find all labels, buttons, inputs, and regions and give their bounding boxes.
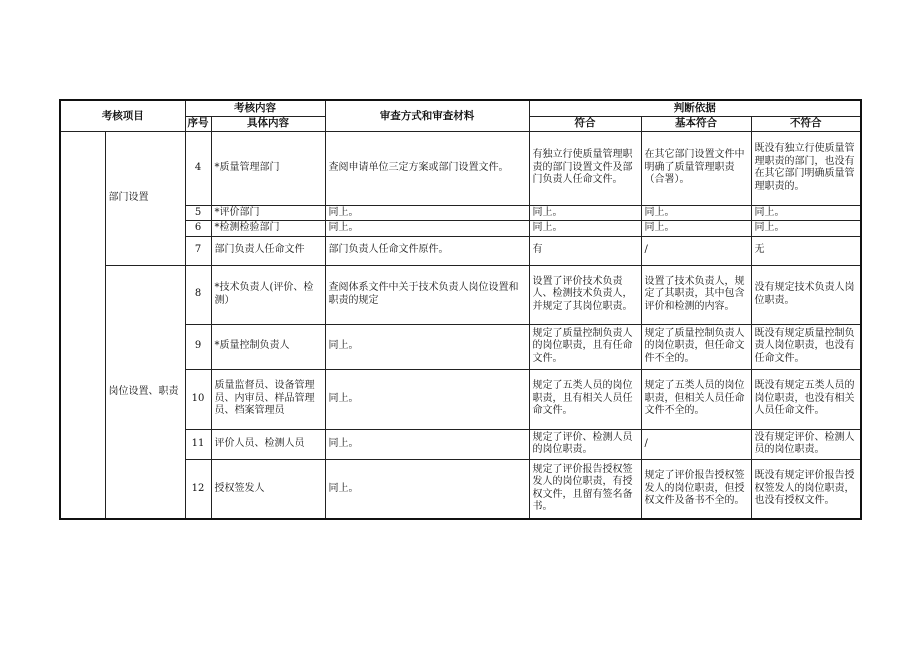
row-method: 同上。 [325,324,529,369]
row-content: *质量控制负责人 [211,324,325,369]
row-conform: 同上。 [529,205,641,221]
row-nonconform: 无 [751,236,861,265]
row-basic: 规定了评价报告授权签发人的岗位职责，但授权文件及备书不全的。 [641,459,751,519]
row-conform: 设置了评价技术负责人、检测技术负责人，并规定了其岗位职责。 [529,265,641,324]
row-nonconform: 没有规定评价、检测人员的岗位职责。 [751,429,861,459]
table-row [60,265,861,324]
row-basic: 设置了技术负责人，规定了其职责，其中包含评价和检测的内容。 [641,265,751,324]
header-basis: 判断依据 [529,100,861,116]
header-nonconform: 不符合 [751,116,861,131]
row-basic: / [641,429,751,459]
row-conform: 规定了五类人员的岗位职责，且有相关人员任命文件。 [529,369,641,429]
row-conform: 规定了质量控制负责人的岗位职责，且有任命文件。 [529,324,641,369]
row-method: 同上。 [325,369,529,429]
row-no: 7 [185,236,211,265]
row-no: 5 [185,205,211,221]
header-content: 考核内容 [185,100,325,116]
row-method: 同上。 [325,429,529,459]
row-method: 查阅申请单位三定方案或部门设置文件。 [325,131,529,205]
row-no: 12 [185,459,211,519]
row-nonconform: 既没有独立行使质量管理职责的部门，也没有在其它部门明确质量管理职责的。 [751,131,861,205]
row-no: 6 [185,221,211,237]
row-basic: 同上。 [641,221,751,237]
row-conform: 有 [529,236,641,265]
row-nonconform: 既没有规定质量控制负责人岗位职责，也没有任命文件。 [751,324,861,369]
row-nonconform: 既没有规定评价报告授权签发人的岗位职责，也没有授权文件。 [751,459,861,519]
row-content: *检测检验部门 [211,221,325,237]
row-no: 4 [185,131,211,205]
row-content: 授权签发人 [211,459,325,519]
row-content: *技术负责人(评价、检测） [211,265,325,324]
row-method: 同上。 [325,221,529,237]
row-conform: 规定了评价、检测人员的岗位职责。 [529,429,641,459]
row-nonconform: 没有规定技术负责人岗位职责。 [751,265,861,324]
row-basic: 规定了五类人员的岗位职责，但相关人员任命文件不全的。 [641,369,751,429]
header-method: 审查方式和审查材料 [325,100,529,131]
row-no: 10 [185,369,211,429]
row-no: 9 [185,324,211,369]
row-no: 8 [185,265,211,324]
row-conform: 规定了评价报告授权签发人的岗位职责，有授权文件，且留有签名备书。 [529,459,641,519]
header-seq: 序号 [185,116,211,131]
item-category-cell [60,131,105,519]
row-conform: 同上。 [529,221,641,237]
row-nonconform: 同上。 [751,205,861,221]
header-detail: 具体内容 [211,116,325,131]
header-item: 考核项目 [60,100,185,131]
row-content: 评价人员、检测人员 [211,429,325,459]
row-content: 质量监督员、设备管理员、内审员、样品管理员、档案管理员 [211,369,325,429]
row-basic: 同上。 [641,205,751,221]
row-nonconform: 既没有规定五类人员的岗位职责，也没有相关人员任命文件。 [751,369,861,429]
row-basic: / [641,236,751,265]
header-conform: 符合 [529,116,641,131]
row-method: 同上。 [325,205,529,221]
row-nonconform: 同上。 [751,221,861,237]
row-method: 查阅体系文件中关于技术负责人岗位设置和职责的规定 [325,265,529,324]
table-row [60,131,861,205]
row-conform: 有独立行使质量管理职责的部门设置文件及部门负责人任命文件。 [529,131,641,205]
row-basic: 规定了质量控制负责人的岗位职责，但任命文件不全的。 [641,324,751,369]
row-content: 部门负责人任命文件 [211,236,325,265]
row-content: *评价部门 [211,205,325,221]
group-dept: 部门设置 [105,131,185,265]
row-content: *质量管理部门 [211,131,325,205]
row-method: 同上。 [325,459,529,519]
row-no: 11 [185,429,211,459]
row-basic: 在其它部门设置文件中明确了质量管理职责（合署）。 [641,131,751,205]
assessment-table [59,99,862,520]
header-basic: 基本符合 [641,116,751,131]
row-method: 部门负责人任命文件原件。 [325,236,529,265]
group-post: 岗位设置、职责 [105,265,185,519]
